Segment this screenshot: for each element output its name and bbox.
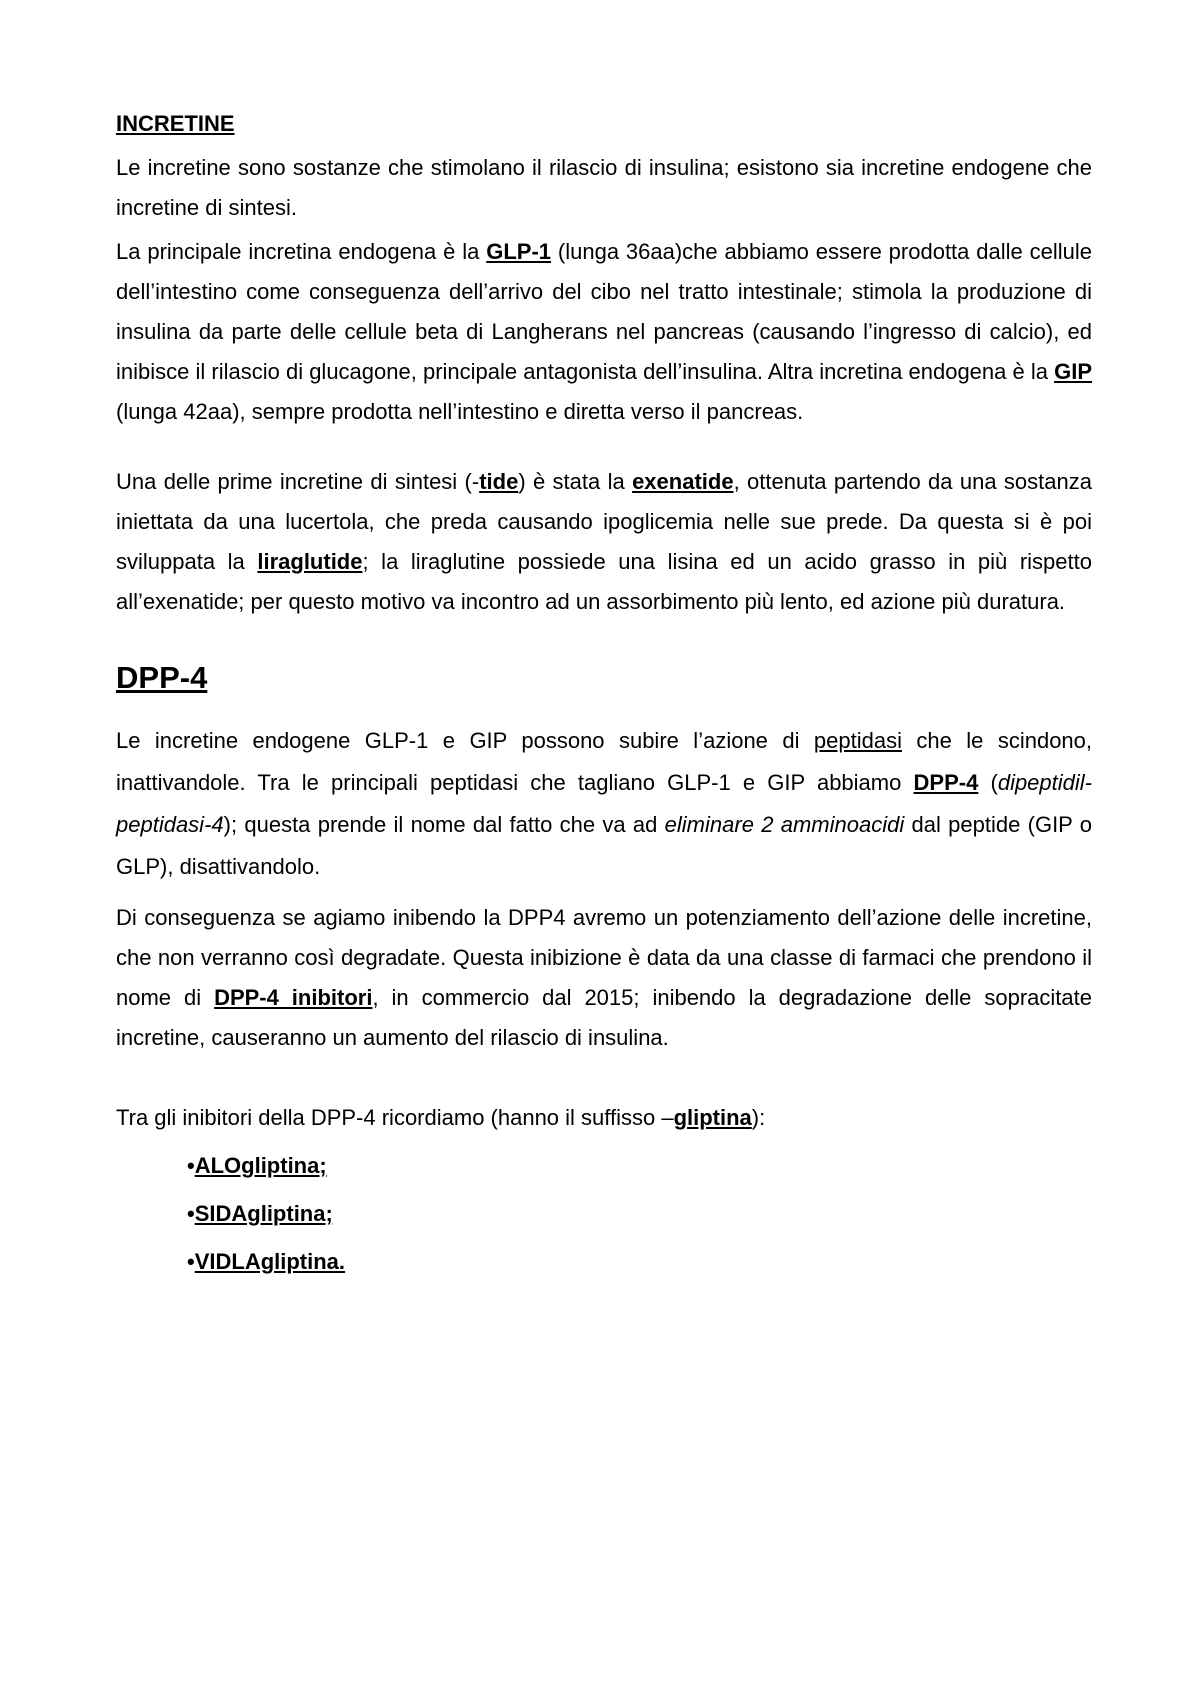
text-run: Le incretine endogene GLP-1 e GIP possono subire l’azione di	[116, 728, 814, 753]
paragraph-synthetic-incretins	[116, 462, 1092, 622]
text-run: (lunga 42aa), sempre prodotta nell’intestino e diretta verso il pancreas.	[116, 399, 804, 424]
text-run: (lunga 36aa)che abbiamo essere prodotta dalle cellule dell’intestino come conseguenza dell’arrivo del cibo nel tratto intestinale; stimola la produzione di insulina da parte delle cellule beta di Langherans nel pancreas (causando l’ingresso di calcio), ed inibisce il rilascio di glucagone, principale antagonista dell’insulina. Altra incretina endogena è la	[116, 239, 1092, 384]
term-dpp4-inibitori: DPP-4 inibitori	[214, 985, 373, 1010]
term-glp1: GLP-1	[486, 239, 552, 264]
text-run: Di conseguenza se agiamo inibendo la DPP4 avremo un potenziamento dell’azione delle incretine, che non verranno così degradate. Questa inibizione è data da una classe di farmaci che prendono il nome di	[116, 905, 1092, 1010]
text-run: (	[978, 770, 998, 795]
list-item-alogliptina	[187, 1146, 327, 1186]
text-run: , in commercio dal 2015; inibendo la degradazione delle sopracitate incretine, causeranno un aumento del rilascio di insulina.	[116, 985, 1092, 1050]
section-title-incretine: INCRETINE	[116, 111, 235, 136]
text-run: ):	[751, 1105, 766, 1130]
list-item-vidlagliptina	[187, 1242, 345, 1282]
paragraph-dpp4-inhibition	[116, 898, 1092, 1058]
drug-name: VIDLAgliptina.	[194, 1249, 346, 1274]
term-gliptina: gliptina	[673, 1105, 752, 1130]
section-title-dpp4: DPP-4	[116, 660, 208, 695]
paragraph-glp1-gip	[116, 232, 1092, 432]
text-run: La principale incretina endogena è la	[116, 239, 487, 264]
text-run: Una delle prime incretine di sintesi (-	[116, 469, 480, 494]
paragraph-gliptine-intro	[116, 1098, 1092, 1138]
text-run: dal peptide (GIP o GLP), disattivandolo.	[116, 812, 1092, 879]
bullet-glyph: •	[187, 1153, 195, 1178]
bullet-glyph: •	[187, 1201, 195, 1226]
term-dpp4: DPP-4	[913, 770, 979, 795]
drug-name: ALOgliptina;	[194, 1153, 327, 1178]
term-peptidasi: peptidasi	[813, 728, 902, 753]
text-run: ; la liraglutine possiede una lisina ed un acido grasso in più rispetto all’exenatide; per questo motivo va incontro ad un assorbimento più lento, ed azione più duratura.	[116, 549, 1092, 614]
drug-name: SIDAgliptina;	[194, 1201, 333, 1226]
term-liraglutide: liraglutide	[257, 549, 363, 574]
paragraph-peptidasi	[116, 720, 1092, 888]
list-item-sidagliptina	[187, 1194, 333, 1234]
text-run: ); questa prende il nome dal fatto che va ad	[223, 812, 665, 837]
text-run: Tra gli inibitori della DPP-4 ricordiamo (hanno il suffisso –	[116, 1105, 674, 1130]
paragraph-incretine-definition: Le incretine sono sostanze che stimolano il rilascio di insulina; esistono sia incretine endogene che incretine di sintesi.	[116, 155, 1092, 220]
term-eliminare-amminoacidi: eliminare 2 amminoacidi	[664, 812, 905, 837]
term-dipeptidil-peptidasi: dipeptidil-peptidasi-4	[116, 770, 1092, 837]
text-run: ) è stata la	[518, 469, 633, 494]
bullet-glyph: •	[187, 1249, 195, 1274]
term-exenatide: exenatide	[632, 469, 734, 494]
text-run: , ottenuta partendo da una sostanza iniettata da una lucertola, che preda causando ipoglicemia nelle sue prede. Da questa si è poi sviluppata la	[116, 469, 1092, 574]
term-gip: GIP	[1054, 359, 1092, 384]
term-tide: tide	[479, 469, 519, 494]
text-run: che le scindono, inattivandole. Tra le principali peptidasi che tagliano GLP-1 e GIP abbiamo	[116, 728, 1093, 795]
